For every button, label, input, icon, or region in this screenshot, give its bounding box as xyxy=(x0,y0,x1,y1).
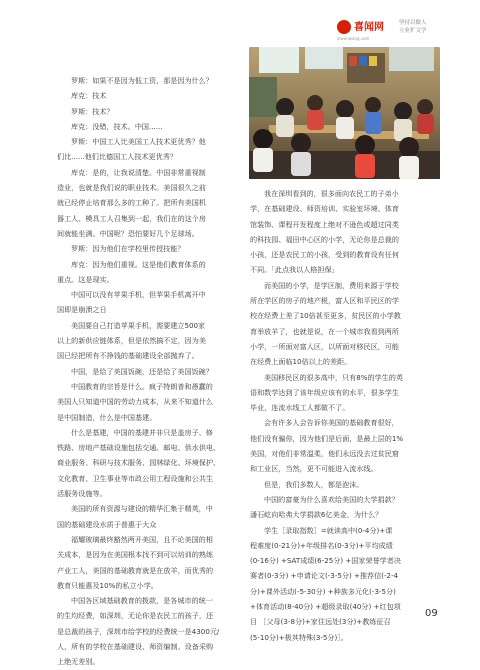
text-line: 就已经停止培育那么多的工种了。把所有美国机 xyxy=(57,198,206,208)
text-line: 馆装饰、课程开发程度上绝对不逊色或超过同类 xyxy=(250,219,399,229)
text-line: 的科技园、福田中心区的小学，无论你是总裁的 xyxy=(250,234,399,244)
text-line: 器工人、模具工人召集到一起，我们在的这个房 xyxy=(57,213,206,223)
text-line: 小学，一所面对富人区，以所面对移民区，可能 xyxy=(250,341,399,351)
text-line: 库克：因为他们重视。这是他们教育体系的 xyxy=(71,259,206,269)
slogan-line-1: 坚持以做人 xyxy=(399,20,427,26)
text-line: (5-10分)+极其特殊(3-5分)］。 xyxy=(250,632,348,642)
text-line: 铁路、房地产基础设施包括交通、邮电、供水供电、 xyxy=(57,443,221,453)
text-line: 间就能坐满。中国呢？恐怕要好几个足球场。 xyxy=(57,228,199,238)
logo-domain: xiwenwang.com xyxy=(337,36,370,41)
text-line: 们比......他们比德国工人技术更优秀？ xyxy=(57,152,177,162)
text-line: 我在深圳看到的，很多面向农民工的子弟小 xyxy=(264,189,399,198)
text-line: 育举放羊了，也就是说，在一个城市我看到两所 xyxy=(250,326,399,336)
text-line: 而美国的小学，是学区制，费用来源于学校 xyxy=(264,280,399,290)
text-line: 中国的富豪为什么喜欢给美国的大学捐款？ xyxy=(264,494,399,504)
text-line: 上绝无差别。 xyxy=(57,657,100,667)
text-line: 美国，对他们非常温柔，他们永远没去过贫民窟 xyxy=(250,449,399,459)
text-line: 产业工人，美国的基础教育就是在放羊，而优秀的 xyxy=(57,565,214,575)
text-line: 是中国制造，什么是中国基建。 xyxy=(57,412,157,422)
left-text-column xyxy=(57,73,262,670)
text-line: 目 ［父母(3-8分)+家住远处(3分)+教练征召 xyxy=(250,617,391,627)
text-line: +体育活动(8-40分) +超级录取(40分) +红包项 xyxy=(250,602,401,612)
text-line: 语和数学达到了该年级应该有的水平，很多学生 xyxy=(250,387,399,397)
text-line: 他们没有骗你，因为他们是后面，是最上层的1% xyxy=(250,433,404,443)
text-line: 以上的新供应链体系，但是依然搞不定，因为美 xyxy=(57,336,206,346)
text-line: 罗斯：因为他们在学校里传授技能？ xyxy=(71,244,185,254)
text-line: 教育只能惠及10%的私立小学。 xyxy=(57,580,158,590)
text-line: 程难度(0-21分)+年级排名(0-3分)+平均成绩 xyxy=(250,540,393,550)
text-line: 学，在基础建设、师资培训、实验室环境、体育 xyxy=(250,204,399,214)
text-line: 小孩，还是农民工的小孩，受到的教育设有任何 xyxy=(250,250,399,260)
text-line: 但是，我们多数人，都是泡沫。 xyxy=(264,479,364,489)
text-line: 罗斯：如果不是因为低工资，那是因为什么？ xyxy=(71,76,213,85)
page-number: 09 xyxy=(425,608,438,619)
text-line: 福耀玻璃最终豁然两开美国，且不论美国的相 xyxy=(71,534,213,544)
text-line: 中国可以没有苹果手机，但苹果手机离开中 xyxy=(71,290,206,300)
text-line: 会有许多人会告诉你美国的基础教育很好， xyxy=(264,418,399,428)
header-slogan xyxy=(399,19,427,35)
text-line: 活服务设施等。 xyxy=(57,489,107,499)
text-line: 罗斯：中国工人比美国工人技术更优秀？他 xyxy=(71,137,206,147)
text-line: 商业服务、科研与技术服务、园林绿化、环境保护、 xyxy=(57,458,221,468)
text-line: 赛者(0-3分) +申请论文(-3-5分) +推荐信(-2-4 xyxy=(250,571,399,581)
text-line: 罗斯：技术？ xyxy=(71,106,114,116)
logo-text: 喜闻网 xyxy=(354,21,384,33)
text-line: 重点。这是现实。 xyxy=(57,274,114,284)
text-line: 在经费上面临10倍以上的差距。 xyxy=(250,357,352,367)
text-line: 美国的所有资源与建设的精华汇集于精英，中 xyxy=(71,504,213,514)
slogan-line-2: 立业扩文学 xyxy=(399,28,427,34)
text-line: 人，所有的学校在基础建设、师资编制、设备采购 xyxy=(57,641,214,651)
text-line: 和工业区，当然，更不可能进入流水线。 xyxy=(250,464,378,474)
text-line: 美国移民区的很多高中，只有8%的学生的英 xyxy=(264,372,403,382)
text-line: 中国教育的宗旨是什么。疯子特朗普和愚蠢的 xyxy=(71,381,213,391)
text-line: 潘石屹向哈弗大学捐款6亿美金，为什么？ xyxy=(250,510,383,520)
text-line: 学生［录取指数］=就读高中(0-4分)+课 xyxy=(264,525,393,535)
text-line: 库克：技术 xyxy=(71,91,107,101)
text-line: 校在经费上差了10倍甚至更多，贫民区的小学教 xyxy=(250,311,401,321)
site-logo xyxy=(337,17,389,37)
text-line: 造业，也就是我们说的职业技术。美国很久之前 xyxy=(57,183,206,193)
text-line: 国即是崩溃之日 xyxy=(57,305,107,315)
text-line: 美国人只知道中国的劳动力成本，从来不知道什么 xyxy=(57,397,214,407)
text-line: 关成本，是因为在美国根本找不到可以培训的熟练 xyxy=(57,550,214,560)
text-line: (0-16分) +SAT成绩(6-25分) +国家荣誉学者决 xyxy=(250,556,401,566)
text-line: 国的基础建设水质于普惠于大众 xyxy=(57,519,157,529)
text-line: 库克：没错，技术。中国...... xyxy=(71,121,163,131)
text-line: 什么是基建，中国的基建并非只是盖房子、修 xyxy=(71,427,213,437)
logo-icon xyxy=(337,20,351,34)
text-line: 分)+课外活动(-5-30分) +种族多元化(-3-5分) xyxy=(250,586,396,596)
text-line: 中国，是给了美国饭碗，还是给了美国饭碗？ xyxy=(71,366,213,376)
text-line: 国已经把所有不挣钱的基础建设全部抛弃了。 xyxy=(57,351,199,361)
text-line: 的生均经费，如深圳，无论你是农民工的孩子，还 xyxy=(57,611,214,621)
text-line: 库克：是的，让我说清楚。中国非常重视制 xyxy=(71,167,206,177)
text-line: 文化教育、卫生事业等市政公用工程设施和公共生 xyxy=(57,473,214,483)
right-text-column xyxy=(250,186,440,645)
classroom-photo xyxy=(249,47,440,179)
text-line: 所在学区的房子的地产税，富人区和平民区的学 xyxy=(250,296,399,306)
text-line: 是总裁的孩子，深圳市给学校的经费统一是4300元/ xyxy=(57,626,220,636)
text-line: 毕业，连流水线工人都做不了。 xyxy=(250,403,350,413)
text-line: 不同。「此点我以人格担保」 xyxy=(250,265,339,275)
text-line: 中国各区域基础教育的拨款，是各城市的统一 xyxy=(71,596,213,606)
text-line: 美国要自己打造苹果手机，需要建立500家 xyxy=(71,320,206,330)
classroom-image xyxy=(249,47,440,179)
